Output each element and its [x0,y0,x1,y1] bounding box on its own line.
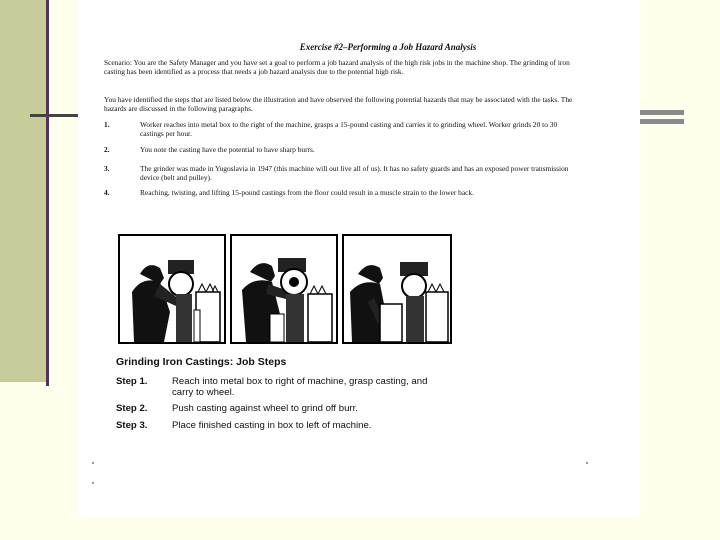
job-step [116,420,446,431]
hazard-number: 2. [104,145,110,154]
job-step [116,403,446,414]
intro-paragraph: You have identified the steps that are listed below the illustration and have observed the following potential hazards that may be associated with the tasks. The hazards are discussed in the following paragraphs. [104,95,573,113]
scan-speck [92,462,94,464]
scan-speck [586,462,588,464]
job-step-text: Push casting against wheel to grind off burr. [172,403,358,414]
scenario-paragraph: Scenario: You are the Safety Manager and you have set a goal to perform a job hazard analysis of the high risk jobs in the machine shop. The grinding of iron casting has been identified as a process that needs a job hazard analysis due to the potential high risk. [104,58,570,76]
hazard-item [104,188,574,197]
illustration-panel-3 [343,235,451,343]
hazard-text: Reaching, twisting, and lifting 15-pound castings from the floor could result in a muscle strain to the lower back. [140,188,474,197]
job-step [116,376,446,398]
document-title: Exercise #2–Performing a Job Hazard Analysis [299,42,477,52]
scan-speck [92,482,94,484]
right-decorative-rule-bottom [640,119,684,124]
illustration-panel-2 [231,235,337,343]
job-step-label: Step 1. [116,376,148,387]
job-step-label: Step 2. [116,403,148,414]
left-decorative-rule [30,114,78,117]
scanned-document-page [78,0,640,516]
job-step-text: Reach into metal box to right of machine, grasp casting, and carry to wheel. [172,376,428,398]
hazard-text: You note the casting have the potential to have sharp burrs. [140,145,315,154]
grinding-illustration [118,234,452,344]
hazard-text: The grinder was made in Yugoslavia in 1947 (this machine will out live all of us). It has no safety guards and has an exposed power transmission device (belt and pulley). [140,164,569,182]
hazard-number: 3. [104,164,110,173]
job-steps-title: Grinding Iron Castings: Job Steps [116,356,287,368]
hazard-item [104,120,574,138]
hazard-number: 4. [104,188,110,197]
hazard-item [104,164,574,182]
left-accent-bar-edge [46,0,49,386]
right-decorative-rule-top [640,110,684,115]
hazard-text: Worker reaches into metal box to the right of the machine, grasps a 15-pound casting and carries it to grinding wheel. Worker grinds 20 to 30 castings per hour. [140,120,558,138]
illustration-panel-1 [119,235,225,343]
hazard-number: 1. [104,120,110,129]
hazard-item [104,145,574,154]
job-step-text: Place finished casting in box to left of machine. [172,420,372,431]
job-step-label: Step 3. [116,420,148,431]
left-accent-bar [0,0,46,382]
